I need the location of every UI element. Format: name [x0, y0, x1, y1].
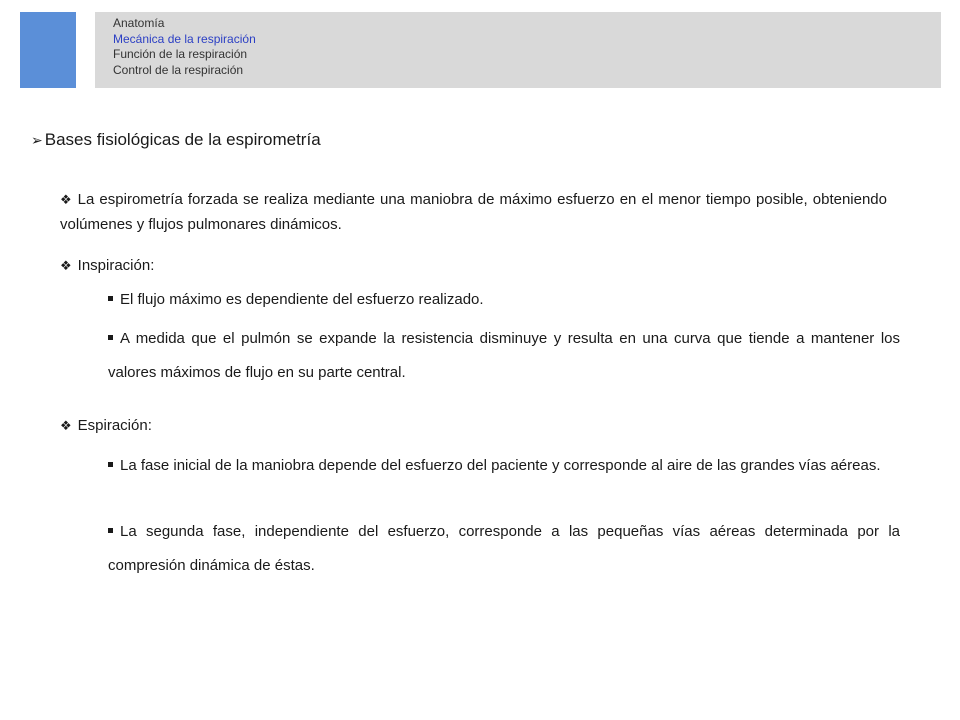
espiracion-point-text: La fase inicial de la maniobra depende del esfuerzo del paciente y corresponde al aire de las grandes vías aéreas.	[120, 457, 881, 474]
diamond-bullet-icon: ❖	[60, 192, 72, 207]
inspiracion-title-text: Inspiración:	[77, 257, 155, 274]
espiracion-title	[60, 417, 152, 434]
nav-item-mecanica[interactable]: Mecánica de la respiración	[113, 31, 256, 46]
intro-text: La espirometría forzada se realiza mediante una maniobra de máximo esfuerzo en el menor tiempo posible, obteniendo volúmenes y flujos pulmonares dinámicos.	[60, 191, 887, 233]
inspiracion-title	[60, 257, 154, 274]
nav-item-funcion[interactable]: Función de la respiración	[113, 47, 248, 61]
square-bullet-icon	[108, 296, 113, 301]
espiracion-point	[108, 515, 900, 583]
diamond-bullet-icon: ❖	[60, 258, 72, 273]
section-heading-text: Bases fisiológicas de la espirometría	[44, 130, 321, 149]
square-bullet-icon	[108, 462, 113, 467]
topic-nav	[95, 12, 941, 88]
intro-paragraph	[60, 187, 887, 237]
espiracion-point-text: La segunda fase, independiente del esfuerzo, corresponde a las pequeñas vías aéreas determinada por la compresión dinámica de éstas.	[108, 523, 900, 574]
arrow-bullet-icon: ➢	[31, 131, 43, 148]
inspiracion-point-text: El flujo máximo es dependiente del esfuerzo realizado.	[120, 291, 484, 308]
espiracion-point	[108, 449, 900, 483]
section-heading	[31, 130, 321, 150]
square-bullet-icon	[108, 528, 113, 533]
nav-item-anatomia[interactable]: Anatomía	[113, 16, 165, 30]
inspiracion-point	[108, 322, 900, 390]
diamond-bullet-icon: ❖	[60, 418, 72, 433]
topic-nav-list	[113, 16, 256, 78]
inspiracion-point	[108, 291, 484, 308]
accent-block	[20, 12, 76, 88]
inspiracion-point-text: A medida que el pulmón se expande la resistencia disminuye y resulta en una curva que tiende a mantener los valores máximos de flujo en su parte central.	[108, 330, 900, 381]
nav-item-control[interactable]: Control de la respiración	[113, 62, 244, 77]
espiracion-title-text: Espiración:	[77, 417, 152, 434]
square-bullet-icon	[108, 335, 113, 340]
